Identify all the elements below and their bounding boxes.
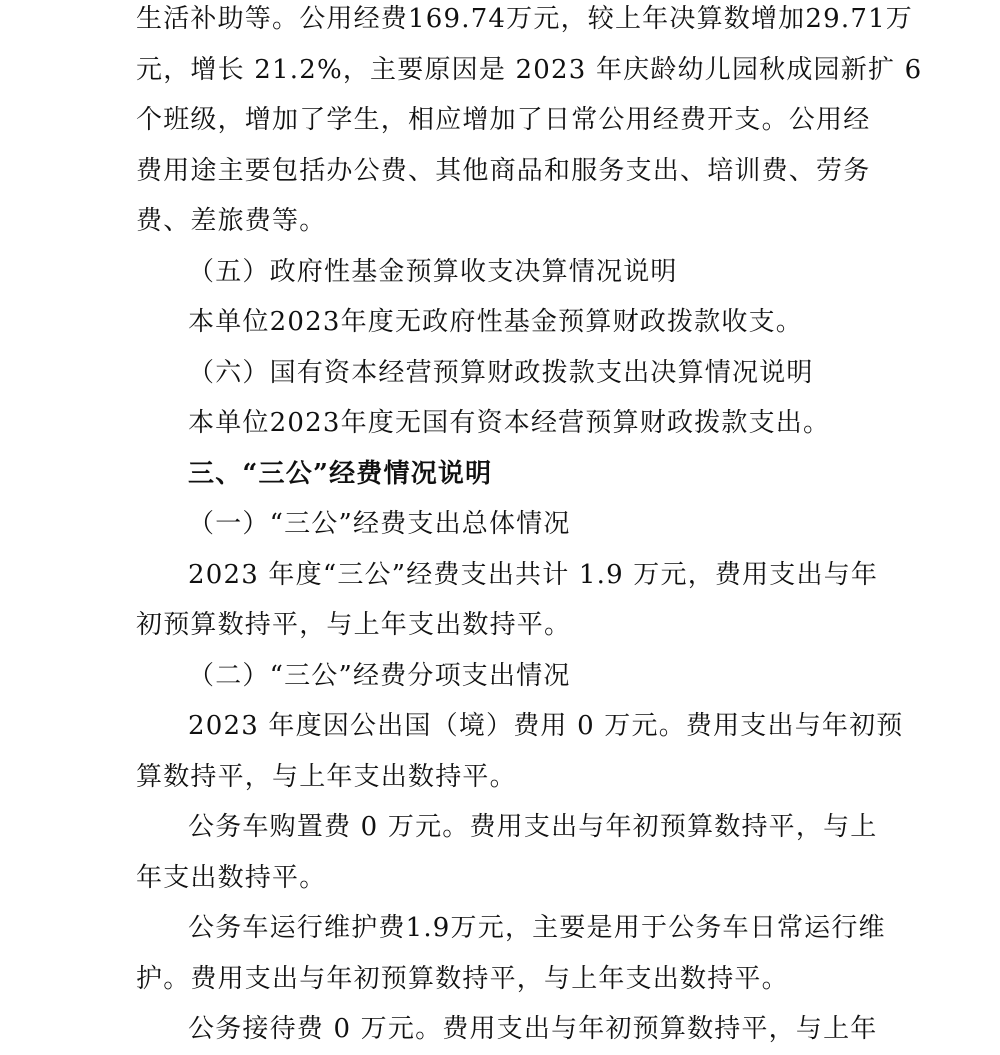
text-line: 公务车购置费 0 万元。费用支出与年初预算数持平，与上 [188,812,878,842]
text-line: 公务接待费 0 万元。费用支出与年初预算数持平，与上年 [188,1014,878,1044]
paragraph-state-capital-budget: 本单位2023年度无国有资本经营预算财政拨款支出。 [188,408,831,438]
paragraph-vehicle-purchase [136,802,876,903]
text-line: 元，增长 21.2%，主要原因是 2023 年庆龄幼儿园秋成园新扩 6 [136,54,923,85]
heading-state-capital-budget: （六）国有资本经营预算财政拨款支出决算情况说明 [188,357,814,388]
text-line: 公务车运行维护费1.9万元，主要是用于公务车日常运行维 [188,913,886,943]
text-line: 个班级，增加了学生，相应增加了日常公用经费开支。公用经 [136,105,871,135]
paragraph-official-reception [136,1004,876,1055]
text-line: 2023 年度因公出国（境）费用 0 万元。费用支出与年初预 [188,711,904,741]
text-line: 2023 年度“三公”经费支出共计 1.9 万元，费用支出与年 [188,559,879,590]
document-page [136,0,923,1055]
paragraph-public-expenses [136,0,923,247]
paragraph-overseas-travel [136,701,904,802]
heading-overall-expenses: （一）“三公”经费支出总体情况 [188,509,571,539]
text-line: 生活补助等。公用经费169.74万元，较上年决算数增加29.71万 [136,4,914,34]
text-line: 费用途主要包括办公费、其他商品和服务支出、培训费、劳务 [136,155,871,186]
text-line: 护。费用支出与年初预算数持平，与上年支出数持平。 [136,963,789,994]
heading-itemized-expenses: （二）“三公”经费分项支出情况 [188,660,571,691]
text-line: 初预算数持平，与上年支出数持平。 [136,610,572,640]
paragraph-overall-expenses [136,550,879,651]
heading-government-fund-budget: （五）政府性基金预算收支决算情况说明 [188,256,678,287]
section-three-public-expenses-heading: 三、“三公”经费情况说明 [188,458,493,489]
paragraph-government-fund-budget: 本单位2023年度无政府性基金预算财政拨款收支。 [188,307,803,337]
text-line: 算数持平，与上年支出数持平。 [136,761,517,792]
text-line: 费、差旅费等。 [136,206,327,236]
text-line: 年支出数持平。 [136,862,327,893]
paragraph-vehicle-maintenance [136,903,886,1004]
